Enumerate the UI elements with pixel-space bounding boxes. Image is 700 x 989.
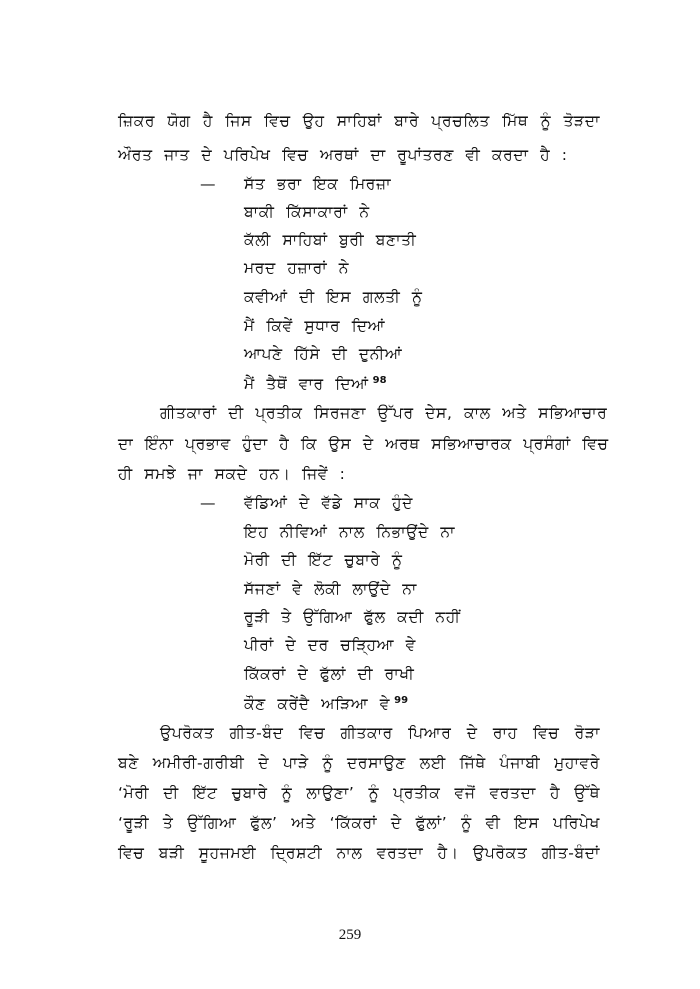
poem2-line-1: ਵੱਡਿਆਂ ਦੇ ਵੱਡੇ ਸਾਕ ਹੁੰਦੇ xyxy=(244,494,413,512)
poem2-line-3: ਮੋਰੀ ਦੀ ਇੱਟ ਚੁਬਾਰੇ ਨੂੰ xyxy=(244,551,403,569)
paragraph3-line-2: ਬਣੇ ਅਮੀਰੀ-ਗਰੀਬੀ ਦੇ ਪਾੜੇ ਨੂੰ ਦਰਸਾਉਣ ਲਈ ਜਿੱਥੇ ਪੰਜਾਬੀ ਮੁਹਾਵਰੇ xyxy=(118,754,600,772)
poem2-line-8-text: ਕੌਣ ਕਰੇਂਦੈ ਅੜਿਆ ਵੇ xyxy=(244,695,391,714)
poem1-line-7: ਆਪਣੇ ਹਿੱਸੇ ਦੀ ਦੁਨੀਆਂ xyxy=(244,345,403,363)
poem1-line-3: ਕੱਲੀ ਸਾਹਿਬਾਂ ਬੁਰੀ ਬਣਾਤੀ xyxy=(244,231,417,249)
poem1-line-2: ਬਾਕੀ ਕਿੱਸਾਕਾਰਾਂ ਨੇ xyxy=(244,203,370,221)
footnote-marker-98: 98 xyxy=(372,375,387,386)
poem2-line-7: ਕਿੱਕਰਾਂ ਦੇ ਫੁੱਲਾਂ ਦੀ ਰਾਖੀ xyxy=(244,665,415,683)
paragraph3-line-5: ਵਿਚ ਬੜੀ ਸੂਹਜਮਈ ਦ੍ਰਿਸ਼ਟੀ ਨਾਲ ਵਰਤਦਾ ਹੈ। ਉਪਰੋਕਤ ਗੀਤ-ਬੰਦਾਂ xyxy=(118,844,600,862)
paragraph1-line-1: ਜ਼ਿਕਰ ਯੋਗ ਹੈ ਜਿਸ ਵਿਚ ਉਹ ਸਾਹਿਬਾਂ ਬਾਰੇ ਪ੍ਰਚਲਿਤ ਮਿੱਥ ਨੂੰ ਤੋੜਦਾ xyxy=(118,112,600,130)
poem2-line-2: ਇਹ ਨੀਵਿਆਂ ਨਾਲ ਨਿਭਾਉਂਦੇ ਨਾ xyxy=(244,523,456,541)
poem2-dash: — xyxy=(200,494,216,512)
paragraph2-line-1: ਗੀਤਕਾਰਾਂ ਦੀ ਪ੍ਰਤੀਕ ਸਿਰਜਣਾ ਉੱਪਰ ਦੇਸ, ਕਾਲ ਅਤੇ ਸਭਿਆਚਾਰ xyxy=(160,404,608,422)
paragraph2-line-2: ਦਾ ਇੰਨਾ ਪ੍ਰਭਾਵ ਹੁੰਦਾ ਹੈ ਕਿ ਉਸ ਦੇ ਅਰਥ ਸਭਿਆਚਾਰਕ ਪ੍ਰਸੰਗਾਂ ਵਿਚ xyxy=(118,435,609,453)
paragraph3-line-1: ਉਪਰੋਕਤ ਗੀਤ-ਬੰਦ ਵਿਚ ਗੀਤਕਾਰ ਪਿਆਰ ਦੇ ਰਾਹ ਵਿਚ ਰੋੜਾ xyxy=(160,724,600,742)
poem2-line-5: ਰੂੜੀ ਤੇ ਉੱਗਿਆ ਫੁੱਲ ਕਦੀ ਨਹੀਂ xyxy=(244,608,461,626)
poem2-line-4: ਸੱਜਣਾਂ ਵੇ ਲੋਕੀ ਲਾਉਂਦੇ ਨਾ xyxy=(244,580,417,598)
poem1-line-1: ਸੱਤ ਭਰਾ ਇਕ ਮਿਰਜ਼ਾ xyxy=(244,175,392,193)
paragraph2-line-3: ਹੀ ਸਮਝੇ ਜਾ ਸਕਦੇ ਹਨ। ਜਿਵੇਂ : xyxy=(118,465,346,483)
paragraph1-line-2: ਔਰਤ ਜਾਤ ਦੇ ਪਰਿਪੇਖ ਵਿਚ ਅਰਥਾਂ ਦਾ ਰੂਪਾਂਤਰਣ ਵੀ ਕਰਦਾ ਹੈ : xyxy=(118,146,568,164)
poem1-line-6: ਮੈਂ ਕਿਵੇਂ ਸੁਧਾਰ ਦਿਆਂ xyxy=(244,317,386,335)
poem1-line-8 xyxy=(244,370,387,395)
poem1-dash: — xyxy=(200,175,216,193)
poem1-line-8-text: ਮੈਂ ਤੈਥੋਂ ਵਾਰ ਦਿਆਂ xyxy=(244,375,369,394)
footnote-marker-99: 99 xyxy=(394,695,409,706)
poem1-line-5: ਕਵੀਆਂ ਦੀ ਇਸ ਗਲਤੀ ਨੂੰ xyxy=(244,288,423,306)
paragraph3-line-3: ‘ਮੋਰੀ ਦੀ ਇੱਟ ਚੁਬਾਰੇ ਨੂੰ ਲਾਉਣਾ’ ਨੂੰ ਪ੍ਰਤੀਕ ਵਜੋਂ ਵਰਤਦਾ ਹੈ ਉੱਥੇ xyxy=(118,784,600,802)
poem1-line-4: ਮਰਦ ਹਜ਼ਾਰਾਂ ਨੇ xyxy=(244,259,350,277)
poem2-line-8 xyxy=(244,690,408,715)
poem2-line-6: ਪੀਰਾਂ ਦੇ ਦਰ ਚੜ੍ਹਿਆ ਵੇ xyxy=(244,636,416,654)
page-number: 259 xyxy=(338,927,362,943)
paragraph3-line-4: ‘ਰੂੜੀ ਤੇ ਉੱਗਿਆ ਫੁੱਲ’ ਅਤੇ ‘ਕਿੱਕਰਾਂ ਦੇ ਫੁੱਲਾਂ’ ਨੂੰ ਵੀ ਇਸ ਪਰਿਪੇਖ xyxy=(118,814,600,832)
